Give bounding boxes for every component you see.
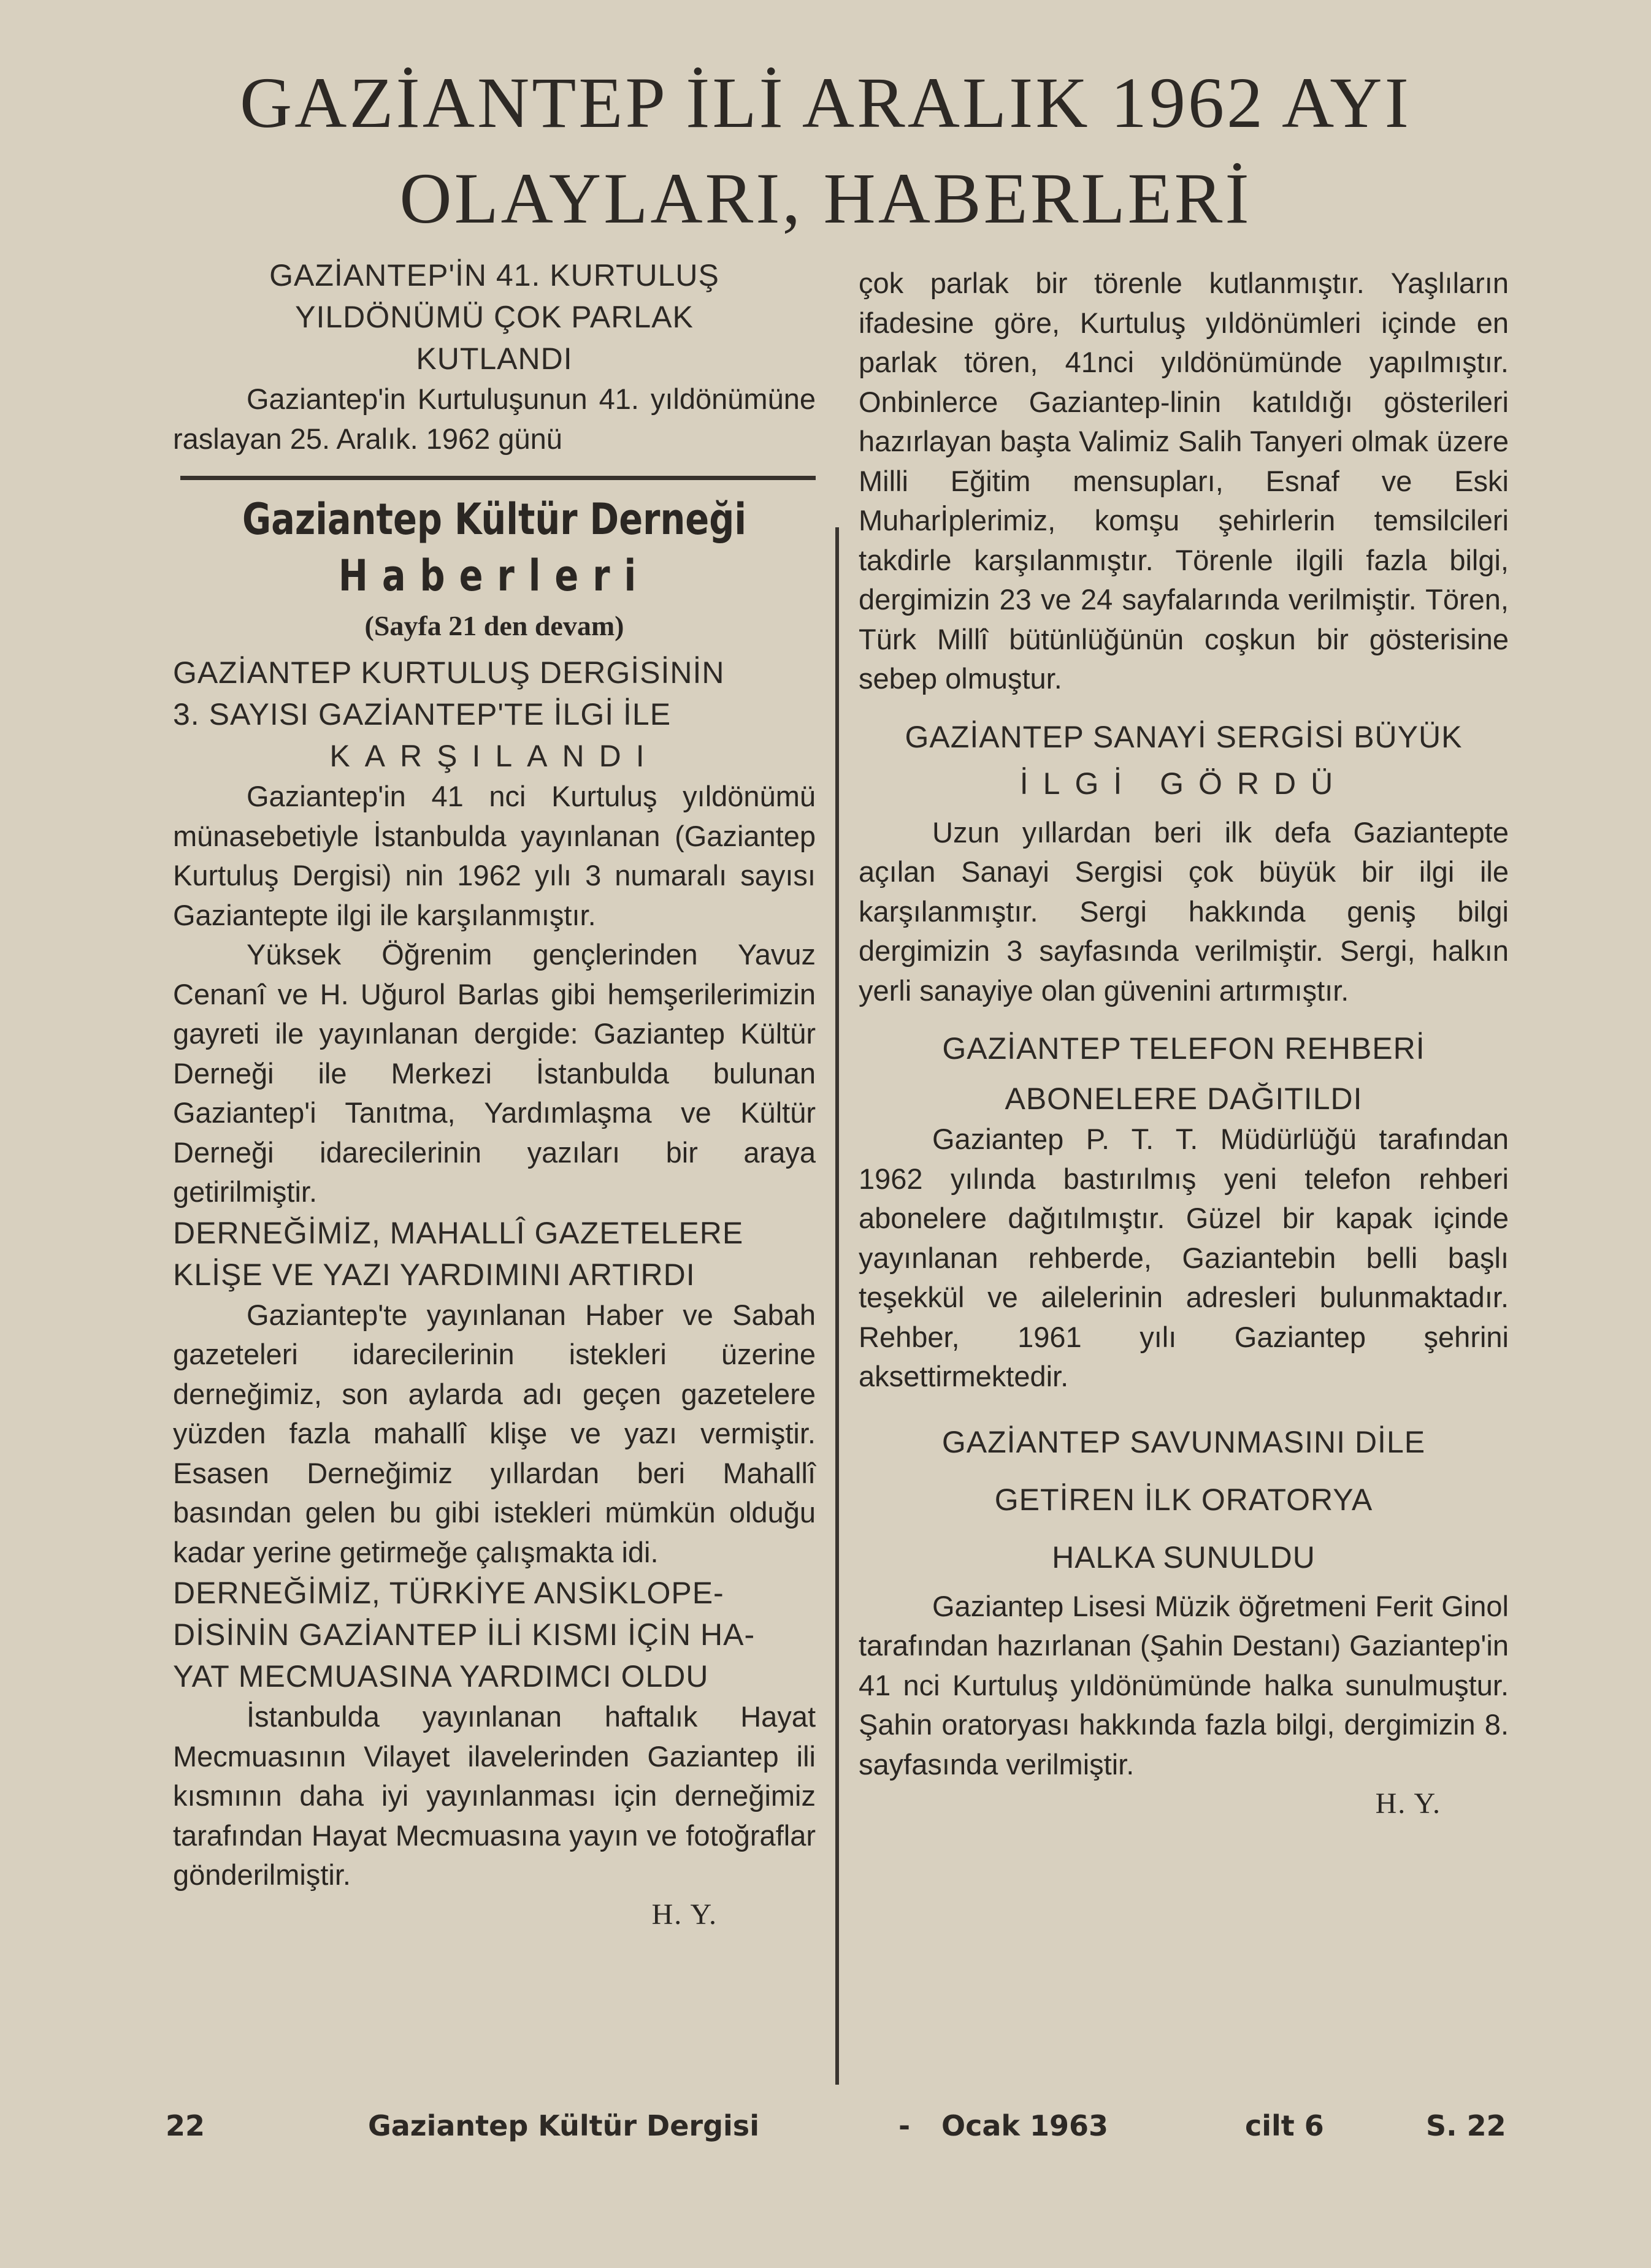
box-continued-note: (Sayfa 21 den devam) <box>364 610 624 641</box>
article-kurtulus-text: Gaziantep'in Kurtuluşunun 41. yıldönümüne raslayan 25. Aralık. 1962 günü <box>173 383 816 455</box>
article-klise-text: Gaziantep'te yayınlanan Haber ve Sabah gazeteleri idarecilerinin istekleri üzerine derneğimiz, son aylarda adı geçen gazetelere yüzden fazla mahallî klişe ve yazı vermiştir. Esasen Derneğimiz yıllardan beri Mahallî basından gelen bu gibi istekleri mümkün olduğu kadar yerine getirmeğe çalışmakta idi. <box>173 1298 816 1568</box>
article-kurtulus-continued: çok parlak bir törenle kutlanmıştır. Yaşlıların ifadesine göre, Kurtuluş yıldönümleri içinde en parlak tören, 41nci yıldönümünde yapılmıştır. Onbinlerce Gaziantep-linin katıldığı gösterileri hazırlayan başta Valimiz Salih Tanyeri olmak üzere Milli Eğitim mensupları, Esnaf ve Eski Muharİplerimiz, komşu şehirlerin temsilcileri takdirle karşılanmıştır. Törenle ilgili fazla bilgi, dergimizin 23 ve 24 sayfalarında verilmiştir. Tören, Türk Millî bütünlüğünün coşkun bir gösterisine sebep olmuştur. <box>859 267 1509 695</box>
article-kurtulus-heading-1: GAZİANTEP'İN 41. KURTULUŞ <box>269 258 719 292</box>
page-title-line2: OLAYLARI, HABERLERİ <box>399 158 1252 239</box>
footer-separator: - <box>898 2109 911 2142</box>
article-telefon-heading-2: ABONELERE DAĞITILDI <box>1005 1082 1363 1116</box>
article-sergi-heading-1: GAZİANTEP SANAYİ SERGİSİ BÜYÜK <box>905 719 1463 754</box>
article-dergi-heading-3: KARŞILANDI <box>329 739 659 773</box>
page-footer <box>166 2109 1515 2152</box>
footer-journal-name: Gaziantep Kültür Dergisi <box>368 2109 759 2142</box>
footer-page-number: 22 <box>166 2109 205 2142</box>
footer-volume: cilt 6 <box>1245 2109 1324 2142</box>
box-title-news: Haberleri <box>338 551 651 601</box>
article-dergi-heading-2: 3. SAYISI GAZİANTEP'TE İLGİ İLE <box>173 697 672 731</box>
article-kurtulus-heading-3: KUTLANDI <box>416 342 573 376</box>
footer-date: Ocak 1963 <box>941 2109 1109 2142</box>
article-sergi-text: Uzun yıllardan beri ilk defa Gaziantepte açılan Sanayi Sergisi çok büyük bir ilgi ile karşılanmıştır. Sergi hakkında geniş bilgi dergimizin 3 sayfasında verilmiştir. Sergi, halkın yerli sanayiye olan güvenini artırmıştır. <box>859 815 1509 1007</box>
article-telefon-heading-1: GAZİANTEP TELEFON REHBERİ <box>942 1031 1425 1066</box>
article-telefon-text: Gaziantep P. T. T. Müdürlüğü tarafından 1962 yılında bastırılmış yeni telefon rehberi abonelere dağıtılmıştır. Güzel bir kapak içinde yayınlanan rehberde, Gaziantebin belli başlı teşekkül ve ailelerinin adresleri bulunmaktadır. Rehber, 1961 yılı Gaziantep şehrini aksettirmektedir. <box>859 1123 1509 1392</box>
article-hayat-text: İstanbulda yayınlanan haftalık Hayat Mecmuasının Vilayet ilavelerinden Gaziantep ili kısmının daha iyi yayınlanması için derneğimiz tarafından Hayat Mecmuasına yayın ve fotoğraflar gönderilmiştir. <box>173 1700 816 1891</box>
right-column <box>859 264 1509 1823</box>
left-signature: H. Y. <box>651 1898 718 1931</box>
article-dergi-text-1: Gaziantep'in 41 nci Kurtuluş yıldönümü münasebetiyle İstanbulda yayınlanan (Gaziantep Kurtuluş Dergisi) nin 1962 yılı 3 numaralı sayısı Gaziantepte ilgi ile karşılanmıştır. <box>173 780 816 931</box>
right-signature: H. Y. <box>1375 1787 1441 1820</box>
article-oratorya-heading-2: GETİREN İLK ORATORYA <box>994 1482 1373 1517</box>
article-klise-heading-1: DERNEĞİMİZ, MAHALLÎ GAZETELERE <box>173 1215 744 1250</box>
article-oratorya-text: Gaziantep Lisesi Müzik öğretmeni Ferit Ginol tarafından hazırlanan (Şahin Destanı) Gaziantep'in 41 nci Kurtuluş yıldönümünde halka sunulmuştur. Şahin oratoryası hakkında fazla bilgi, dergimizin 8. sayfasında verilmiştir. <box>859 1589 1509 1781</box>
article-dergi-heading-1: GAZİANTEP KURTULUŞ DERGİSİNİN <box>173 655 725 690</box>
article-oratorya-heading-1: GAZİANTEP SAVUNMASINI DİLE <box>941 1424 1426 1459</box>
column-divider <box>835 527 839 2085</box>
article-hayat-heading-1: DERNEĞİMİZ, TÜRKİYE ANSİKLOPE- <box>173 1576 724 1610</box>
article-oratorya-heading-3: HALKA SUNULDU <box>1052 1540 1316 1575</box>
box-title: Gaziantep Kültür Derneği <box>242 494 747 544</box>
article-kurtulus-heading-2: YILDÖNÜMÜ ÇOK PARLAK <box>295 300 694 334</box>
article-sergi-heading-2: İLGİ GÖRDÜ <box>1019 766 1348 801</box>
left-column <box>173 254 816 1934</box>
article-hayat-heading-3: YAT MECMUASINA YARDIMCI OLDU <box>173 1659 709 1693</box>
page-title-line1: GAZİANTEP İLİ ARALIK 1962 AYI <box>240 63 1411 143</box>
article-klise-heading-2: KLİŞE VE YAZI YARDIMINI ARTIRDI <box>173 1257 695 1292</box>
article-hayat-heading-2: DİSİNİN GAZİANTEP İLİ KISMI İÇİN HA- <box>173 1617 756 1652</box>
article-dergi-text-2: Yüksek Öğrenim gençlerinden Yavuz Cenanî ve H. Uğurol Barlas gibi hemşerilerimizin gayreti ile yayınlanan dergide: Gaziantep Kültür Derneği ile Merkezi İstanbulda bulunan Gaziantep'i Tanıtma, Yardımlaşma ve Kültür Derneği idarecilerinin yazıları bir araya getirilmiştir. <box>173 938 816 1208</box>
box-top-rule <box>180 476 816 480</box>
footer-page-label: S. 22 <box>1426 2109 1506 2142</box>
